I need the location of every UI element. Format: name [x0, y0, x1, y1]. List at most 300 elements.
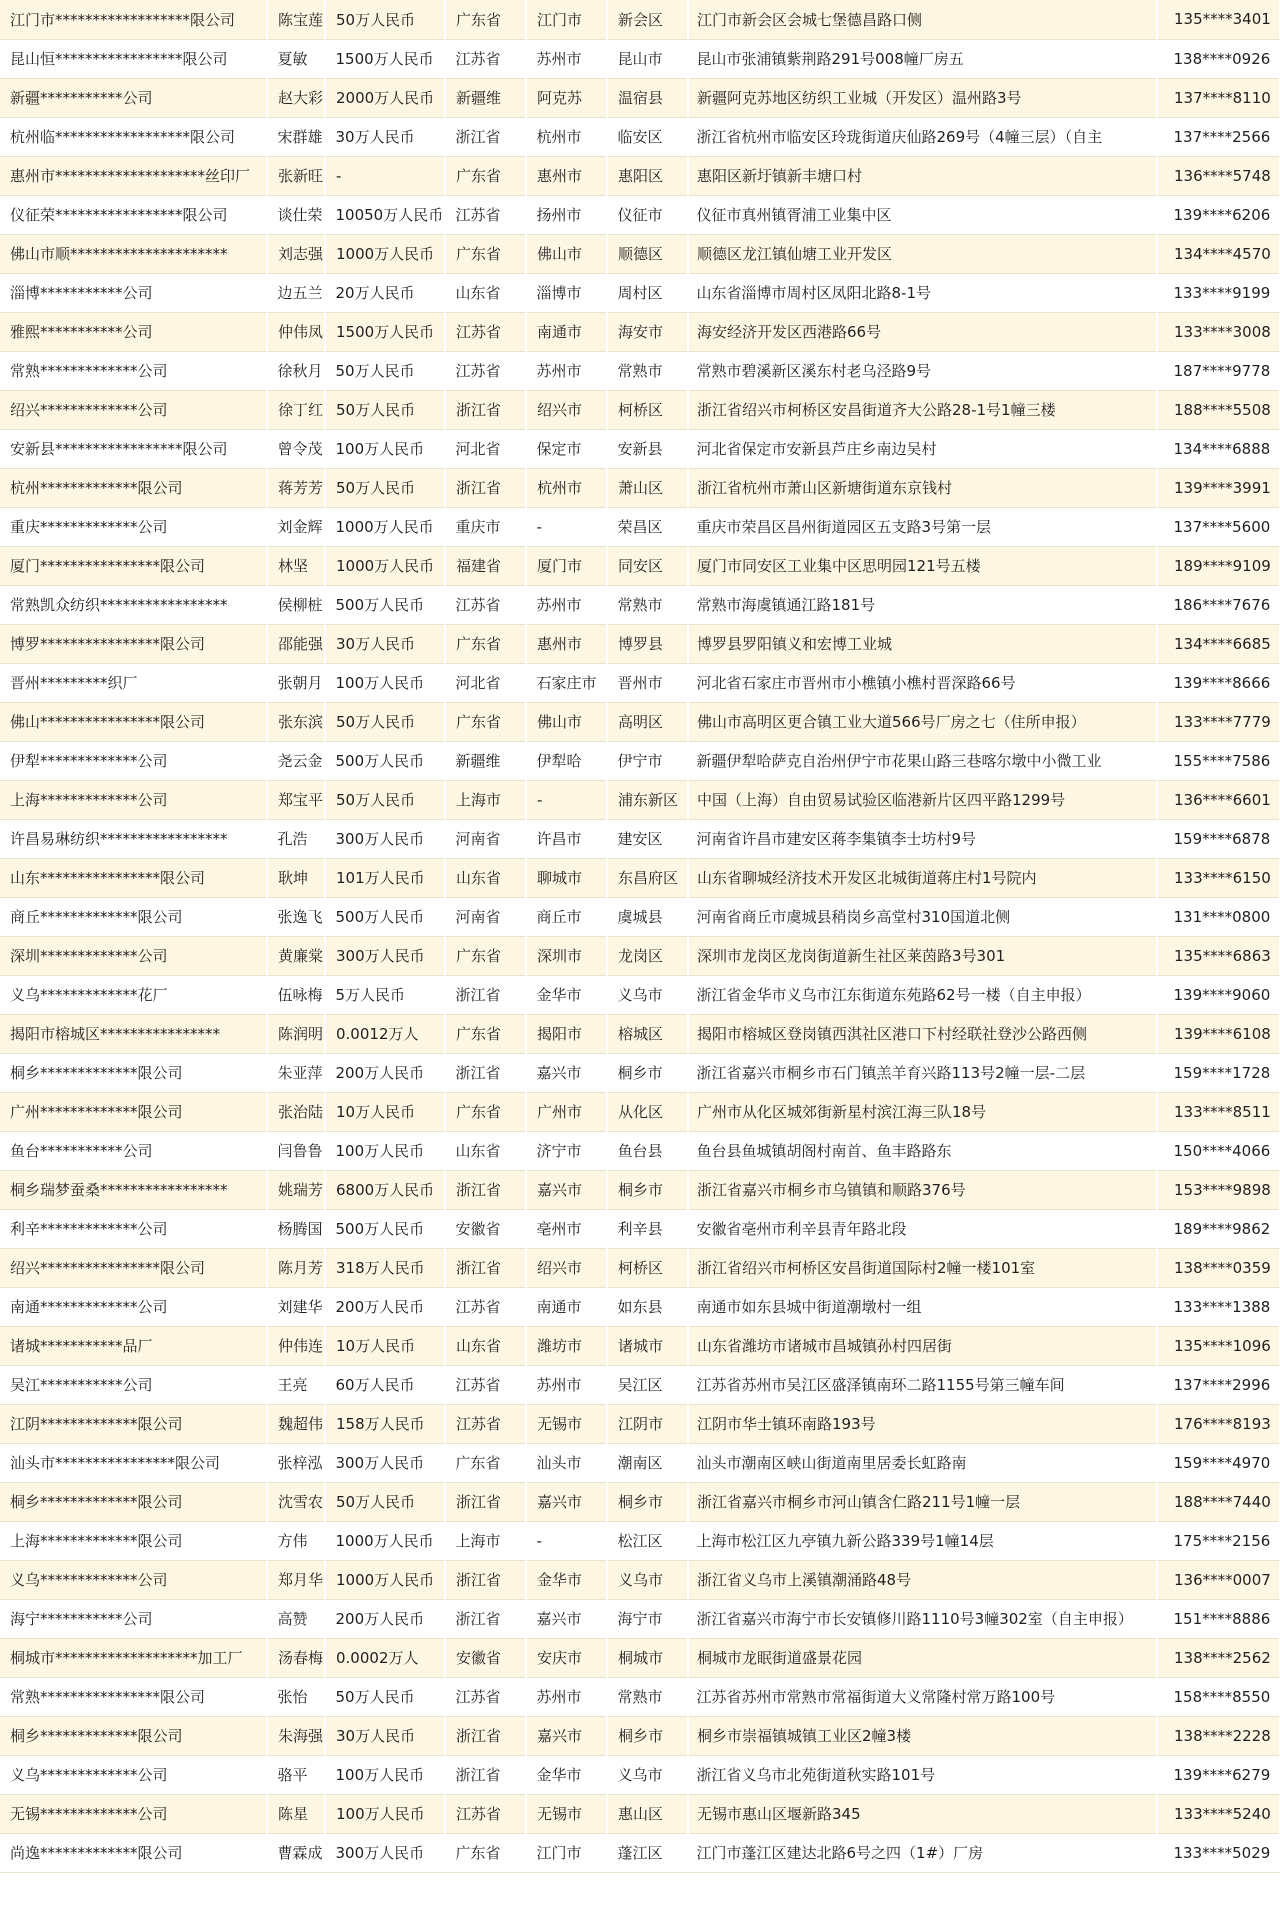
district-cell: 伊宁市	[607, 741, 688, 780]
registered-capital-cell: 500万人民币	[325, 585, 445, 624]
registered-capital-cell: 500万人民币	[325, 897, 445, 936]
city-cell: -	[526, 780, 607, 819]
company-name-cell: 诸城***********品厂	[0, 1326, 267, 1365]
phone-cell: 131****0800	[1157, 897, 1280, 936]
phone-cell: 151****8886	[1157, 1599, 1280, 1638]
address-cell: 重庆市荣昌区昌州街道园区五支路3号第一层	[688, 507, 1157, 546]
phone-cell: 139****3991	[1157, 468, 1280, 507]
city-cell: -	[526, 507, 607, 546]
phone-cell: 135****3401	[1157, 0, 1280, 39]
city-cell: 南通市	[526, 312, 607, 351]
province-cell: 安徽省	[445, 1638, 526, 1677]
registered-capital-cell: 500万人民币	[325, 741, 445, 780]
legal-rep-cell: 徐丁红	[267, 390, 325, 429]
address-cell: 浙江省义乌市上溪镇潮涌路48号	[688, 1560, 1157, 1599]
table-row	[0, 663, 1280, 702]
registered-capital-cell: 300万人民币	[325, 1833, 445, 1872]
table-row	[0, 702, 1280, 741]
table-row	[0, 234, 1280, 273]
district-cell: 如东县	[607, 1287, 688, 1326]
phone-cell: 138****2228	[1157, 1716, 1280, 1755]
company-name-cell: 安新县*****************限公司	[0, 429, 267, 468]
table-row	[0, 0, 1280, 39]
table-row	[0, 1521, 1280, 1560]
registered-capital-cell: 300万人民币	[325, 936, 445, 975]
legal-rep-cell: 蒋芳芳	[267, 468, 325, 507]
city-cell: 金华市	[526, 1755, 607, 1794]
registered-capital-cell: 60万人民币	[325, 1365, 445, 1404]
legal-rep-cell: 林坚	[267, 546, 325, 585]
company-name-cell: 桐乡*************限公司	[0, 1053, 267, 1092]
legal-rep-cell: 张怡	[267, 1677, 325, 1716]
address-cell: 河南省商丘市虞城县稍岗乡高堂村310国道北侧	[688, 897, 1157, 936]
table-row	[0, 1755, 1280, 1794]
phone-cell: 138****0926	[1157, 39, 1280, 78]
address-cell: 浙江省嘉兴市桐乡市乌镇镇和顺路376号	[688, 1170, 1157, 1209]
address-cell: 桐城市龙眠街道盛景花园	[688, 1638, 1157, 1677]
company-name-cell: 义乌*************公司	[0, 1755, 267, 1794]
legal-rep-cell: 姚瑞芳	[267, 1170, 325, 1209]
phone-cell: 138****2562	[1157, 1638, 1280, 1677]
phone-cell: 136****0007	[1157, 1560, 1280, 1599]
address-cell: 桐乡市崇福镇城镇工业区2幢3楼	[688, 1716, 1157, 1755]
address-cell: 无锡市惠山区堰新路345	[688, 1794, 1157, 1833]
phone-cell: 159****4970	[1157, 1443, 1280, 1482]
legal-rep-cell: 曾令茂	[267, 429, 325, 468]
district-cell: 温宿县	[607, 78, 688, 117]
province-cell: 广东省	[445, 936, 526, 975]
table-row	[0, 351, 1280, 390]
legal-rep-cell: 徐秋月	[267, 351, 325, 390]
legal-rep-cell: 赵大彩	[267, 78, 325, 117]
registered-capital-cell: 50万人民币	[325, 1677, 445, 1716]
table-row	[0, 117, 1280, 156]
phone-cell: 159****1728	[1157, 1053, 1280, 1092]
phone-cell: 159****6878	[1157, 819, 1280, 858]
registered-capital-cell: 100万人民币	[325, 1755, 445, 1794]
table-row	[0, 195, 1280, 234]
district-cell: 义乌市	[607, 1755, 688, 1794]
company-name-cell: 惠州市********************丝印厂	[0, 156, 267, 195]
district-cell: 桐乡市	[607, 1716, 688, 1755]
province-cell: 山东省	[445, 1326, 526, 1365]
phone-cell: 158****8550	[1157, 1677, 1280, 1716]
province-cell: 广东省	[445, 1833, 526, 1872]
company-name-cell: 佛山市顺*********************	[0, 234, 267, 273]
legal-rep-cell: 骆平	[267, 1755, 325, 1794]
address-cell: 南通市如东县城中街道潮墩村一组	[688, 1287, 1157, 1326]
address-cell: 江阴市华士镇环南路193号	[688, 1404, 1157, 1443]
legal-rep-cell: 耿坤	[267, 858, 325, 897]
address-cell: 顺德区龙江镇仙塘工业开发区	[688, 234, 1157, 273]
table-row	[0, 858, 1280, 897]
company-name-cell: 许昌易琳纺织*****************	[0, 819, 267, 858]
phone-cell: 155****7586	[1157, 741, 1280, 780]
city-cell: 江门市	[526, 0, 607, 39]
address-cell: 揭阳市榕城区登岗镇西淇社区港口下村经联社登沙公路西侧	[688, 1014, 1157, 1053]
legal-rep-cell: 朱海强	[267, 1716, 325, 1755]
phone-cell: 139****9060	[1157, 975, 1280, 1014]
province-cell: 浙江省	[445, 975, 526, 1014]
city-cell: 阿克苏	[526, 78, 607, 117]
legal-rep-cell: 曹霖成	[267, 1833, 325, 1872]
phone-cell: 133****9199	[1157, 273, 1280, 312]
city-cell: 汕头市	[526, 1443, 607, 1482]
province-cell: 重庆市	[445, 507, 526, 546]
district-cell: 利辛县	[607, 1209, 688, 1248]
address-cell: 河北省石家庄市晋州市小樵镇小樵村晋深路66号	[688, 663, 1157, 702]
company-name-cell: 桐乡瑞梦蚕桑*****************	[0, 1170, 267, 1209]
province-cell: 上海市	[445, 780, 526, 819]
legal-rep-cell: 杨腾国	[267, 1209, 325, 1248]
table-row	[0, 1209, 1280, 1248]
company-name-cell: 山东****************限公司	[0, 858, 267, 897]
district-cell: 同安区	[607, 546, 688, 585]
company-name-cell: 佛山****************限公司	[0, 702, 267, 741]
province-cell: 江苏省	[445, 351, 526, 390]
company-name-cell: 杭州临******************限公司	[0, 117, 267, 156]
registered-capital-cell: 30万人民币	[325, 117, 445, 156]
table-row	[0, 1014, 1280, 1053]
table-row	[0, 468, 1280, 507]
province-cell: 江苏省	[445, 1677, 526, 1716]
company-name-cell: 汕头市****************限公司	[0, 1443, 267, 1482]
phone-cell: 139****6279	[1157, 1755, 1280, 1794]
phone-cell: 137****5600	[1157, 507, 1280, 546]
company-name-cell: 江门市******************限公司	[0, 0, 267, 39]
legal-rep-cell: 张梓泓	[267, 1443, 325, 1482]
table-row	[0, 273, 1280, 312]
company-name-cell: 常熟*************公司	[0, 351, 267, 390]
legal-rep-cell: 张东滨	[267, 702, 325, 741]
table-row	[0, 1053, 1280, 1092]
city-cell: 惠州市	[526, 624, 607, 663]
registered-capital-cell: 30万人民币	[325, 1716, 445, 1755]
district-cell: 高明区	[607, 702, 688, 741]
legal-rep-cell: 陈星	[267, 1794, 325, 1833]
legal-rep-cell: 王亮	[267, 1365, 325, 1404]
table-row	[0, 390, 1280, 429]
address-cell: 常熟市碧溪新区溪东村老乌泾路9号	[688, 351, 1157, 390]
table-row	[0, 819, 1280, 858]
address-cell: 广州市从化区城郊街新星村滨江海三队18号	[688, 1092, 1157, 1131]
phone-cell: 134****6888	[1157, 429, 1280, 468]
company-name-cell: 新疆***********公司	[0, 78, 267, 117]
registered-capital-cell: 1000万人民币	[325, 1560, 445, 1599]
company-name-cell: 尚逸*************限公司	[0, 1833, 267, 1872]
table-row	[0, 1716, 1280, 1755]
table-row	[0, 624, 1280, 663]
registered-capital-cell: 50万人民币	[325, 780, 445, 819]
address-cell: 新疆阿克苏地区纺织工业城（开发区）温州路3号	[688, 78, 1157, 117]
district-cell: 常熟市	[607, 351, 688, 390]
city-cell: 佛山市	[526, 702, 607, 741]
district-cell: 东昌府区	[607, 858, 688, 897]
registered-capital-cell: 1000万人民币	[325, 1521, 445, 1560]
address-cell: 江门市新会区会城七堡德昌路口侧	[688, 0, 1157, 39]
city-cell: 广州市	[526, 1092, 607, 1131]
registered-capital-cell: 6800万人民币	[325, 1170, 445, 1209]
address-cell: 浙江省嘉兴市桐乡市河山镇含仁路211号1幢一层	[688, 1482, 1157, 1521]
table-row	[0, 975, 1280, 1014]
company-name-cell: 淄博***********公司	[0, 273, 267, 312]
legal-rep-cell: 刘金辉	[267, 507, 325, 546]
province-cell: 浙江省	[445, 1248, 526, 1287]
table-row	[0, 1131, 1280, 1170]
table-row	[0, 546, 1280, 585]
registered-capital-cell: 10万人民币	[325, 1326, 445, 1365]
district-cell: 桐乡市	[607, 1482, 688, 1521]
registered-capital-cell: 20万人民币	[325, 273, 445, 312]
registered-capital-cell: 2000万人民币	[325, 78, 445, 117]
legal-rep-cell: 沈雪农	[267, 1482, 325, 1521]
table-row	[0, 1794, 1280, 1833]
district-cell: 临安区	[607, 117, 688, 156]
phone-cell: 134****4570	[1157, 234, 1280, 273]
city-cell: 无锡市	[526, 1794, 607, 1833]
phone-cell: 136****6601	[1157, 780, 1280, 819]
address-cell: 仪征市真州镇胥浦工业集中区	[688, 195, 1157, 234]
company-name-cell: 广州*************限公司	[0, 1092, 267, 1131]
city-cell: 商丘市	[526, 897, 607, 936]
district-cell: 江阴市	[607, 1404, 688, 1443]
district-cell: 昆山市	[607, 39, 688, 78]
district-cell: 柯桥区	[607, 1248, 688, 1287]
province-cell: 山东省	[445, 273, 526, 312]
province-cell: 江苏省	[445, 1287, 526, 1326]
address-cell: 浙江省绍兴市柯桥区安昌街道国际村2幢一楼101室	[688, 1248, 1157, 1287]
city-cell: 无锡市	[526, 1404, 607, 1443]
city-cell: 安庆市	[526, 1638, 607, 1677]
registered-capital-cell: 1000万人民币	[325, 234, 445, 273]
address-cell: 鱼台县鱼城镇胡阁村南首、鱼丰路路东	[688, 1131, 1157, 1170]
province-cell: 河南省	[445, 897, 526, 936]
city-cell: 亳州市	[526, 1209, 607, 1248]
phone-cell: 176****8193	[1157, 1404, 1280, 1443]
address-cell: 昆山市张浦镇紫荆路291号008幢厂房五	[688, 39, 1157, 78]
legal-rep-cell: 刘建华	[267, 1287, 325, 1326]
province-cell: 江苏省	[445, 1794, 526, 1833]
legal-rep-cell: 张新旺	[267, 156, 325, 195]
city-cell: 嘉兴市	[526, 1170, 607, 1209]
phone-cell: 134****6685	[1157, 624, 1280, 663]
table-row	[0, 78, 1280, 117]
city-cell: 苏州市	[526, 351, 607, 390]
table-row	[0, 780, 1280, 819]
district-cell: 常熟市	[607, 585, 688, 624]
province-cell: 浙江省	[445, 468, 526, 507]
table-row	[0, 1677, 1280, 1716]
district-cell: 吴江区	[607, 1365, 688, 1404]
district-cell: 义乌市	[607, 975, 688, 1014]
legal-rep-cell: 夏敏	[267, 39, 325, 78]
province-cell: 广东省	[445, 234, 526, 273]
legal-rep-cell: 陈润明	[267, 1014, 325, 1053]
registered-capital-cell: 100万人民币	[325, 429, 445, 468]
province-cell: 广东省	[445, 1092, 526, 1131]
city-cell: 嘉兴市	[526, 1053, 607, 1092]
city-cell: 石家庄市	[526, 663, 607, 702]
registered-capital-cell: 1500万人民币	[325, 39, 445, 78]
registered-capital-cell: 100万人民币	[325, 663, 445, 702]
address-cell: 中国（上海）自由贸易试验区临港新片区四平路1299号	[688, 780, 1157, 819]
registered-capital-cell: 10万人民币	[325, 1092, 445, 1131]
city-cell: 嘉兴市	[526, 1482, 607, 1521]
legal-rep-cell: 陈宝莲	[267, 0, 325, 39]
city-cell: 嘉兴市	[526, 1599, 607, 1638]
legal-rep-cell: 张朝月	[267, 663, 325, 702]
city-cell: 金华市	[526, 975, 607, 1014]
district-cell: 建安区	[607, 819, 688, 858]
legal-rep-cell: 边五兰	[267, 273, 325, 312]
registered-capital-cell: 1000万人民币	[325, 546, 445, 585]
district-cell: 惠阳区	[607, 156, 688, 195]
legal-rep-cell: 闫鲁鲁	[267, 1131, 325, 1170]
company-name-cell: 揭阳市榕城区****************	[0, 1014, 267, 1053]
legal-rep-cell: 汤春梅	[267, 1638, 325, 1677]
company-name-cell: 绍兴****************限公司	[0, 1248, 267, 1287]
registered-capital-cell: 10050万人民币	[325, 195, 445, 234]
company-name-cell: 吴江***********公司	[0, 1365, 267, 1404]
legal-rep-cell: 宋群雄	[267, 117, 325, 156]
district-cell: 海安市	[607, 312, 688, 351]
registered-capital-cell: 50万人民币	[325, 390, 445, 429]
registered-capital-cell: 5万人民币	[325, 975, 445, 1014]
table-row	[0, 1560, 1280, 1599]
phone-cell: 187****9778	[1157, 351, 1280, 390]
company-name-cell: 伊犁*************公司	[0, 741, 267, 780]
phone-cell: 150****4066	[1157, 1131, 1280, 1170]
phone-cell: 189****9862	[1157, 1209, 1280, 1248]
company-name-cell: 晋州*********织厂	[0, 663, 267, 702]
district-cell: 潮南区	[607, 1443, 688, 1482]
city-cell: 揭阳市	[526, 1014, 607, 1053]
company-name-cell: 绍兴*************公司	[0, 390, 267, 429]
city-cell: 佛山市	[526, 234, 607, 273]
province-cell: 江苏省	[445, 1404, 526, 1443]
district-cell: 桐乡市	[607, 1053, 688, 1092]
phone-cell: 133****5029	[1157, 1833, 1280, 1872]
province-cell: 广东省	[445, 0, 526, 39]
city-cell: 南通市	[526, 1287, 607, 1326]
company-name-cell: 义乌*************花厂	[0, 975, 267, 1014]
registered-capital-cell: 50万人民币	[325, 702, 445, 741]
district-cell: 仪征市	[607, 195, 688, 234]
table-row	[0, 585, 1280, 624]
province-cell: 安徽省	[445, 1209, 526, 1248]
registered-capital-cell: 50万人民币	[325, 1482, 445, 1521]
province-cell: 广东省	[445, 1014, 526, 1053]
phone-cell: 135****1096	[1157, 1326, 1280, 1365]
address-cell: 佛山市高明区更合镇工业大道566号厂房之七（住所申报）	[688, 702, 1157, 741]
district-cell: 惠山区	[607, 1794, 688, 1833]
phone-cell: 139****6108	[1157, 1014, 1280, 1053]
district-cell: 诸城市	[607, 1326, 688, 1365]
legal-rep-cell: 黄廉棠	[267, 936, 325, 975]
table-row	[0, 1287, 1280, 1326]
company-name-cell: 常熟****************限公司	[0, 1677, 267, 1716]
table-row	[0, 429, 1280, 468]
company-name-cell: 海宁***********公司	[0, 1599, 267, 1638]
company-name-cell: 常熟凯众纺织*****************	[0, 585, 267, 624]
company-name-cell: 上海*************公司	[0, 780, 267, 819]
company-name-cell: 昆山恒*****************限公司	[0, 39, 267, 78]
legal-rep-cell: 张逸飞	[267, 897, 325, 936]
address-cell: 浙江省绍兴市柯桥区安昌街道齐大公路28-1号1幢三楼	[688, 390, 1157, 429]
district-cell: 桐乡市	[607, 1170, 688, 1209]
registered-capital-cell: 300万人民币	[325, 819, 445, 858]
table-row	[0, 1248, 1280, 1287]
legal-rep-cell: 刘志强	[267, 234, 325, 273]
company-name-cell: 桐乡*************限公司	[0, 1482, 267, 1521]
phone-cell: 186****7676	[1157, 585, 1280, 624]
table-row	[0, 156, 1280, 195]
district-cell: 浦东新区	[607, 780, 688, 819]
legal-rep-cell: 朱亚萍	[267, 1053, 325, 1092]
phone-cell: 153****9898	[1157, 1170, 1280, 1209]
address-cell: 河北省保定市安新县芦庄乡南边吴村	[688, 429, 1157, 468]
city-cell: 苏州市	[526, 1677, 607, 1716]
company-name-cell: 义乌*************公司	[0, 1560, 267, 1599]
province-cell: 山东省	[445, 1131, 526, 1170]
city-cell: 淄博市	[526, 273, 607, 312]
registered-capital-cell: 0.0012万人	[325, 1014, 445, 1053]
phone-cell: 133****7779	[1157, 702, 1280, 741]
city-cell: 伊犁哈	[526, 741, 607, 780]
address-cell: 山东省淄博市周村区凤阳北路8-1号	[688, 273, 1157, 312]
phone-cell: 135****6863	[1157, 936, 1280, 975]
city-cell: 嘉兴市	[526, 1716, 607, 1755]
province-cell: 浙江省	[445, 390, 526, 429]
province-cell: 江苏省	[445, 585, 526, 624]
registered-capital-cell: 500万人民币	[325, 1209, 445, 1248]
phone-cell: 137****2566	[1157, 117, 1280, 156]
province-cell: 广东省	[445, 624, 526, 663]
district-cell: 博罗县	[607, 624, 688, 663]
registered-capital-cell: 200万人民币	[325, 1287, 445, 1326]
address-cell: 江苏省苏州市常熟市常福街道大义常隆村常万路100号	[688, 1677, 1157, 1716]
registered-capital-cell: 158万人民币	[325, 1404, 445, 1443]
company-name-cell: 杭州*************限公司	[0, 468, 267, 507]
address-cell: 浙江省金华市义乌市江东街道东苑路62号一楼（自主申报）	[688, 975, 1157, 1014]
district-cell: 柯桥区	[607, 390, 688, 429]
table-row	[0, 936, 1280, 975]
registered-capital-cell: 318万人民币	[325, 1248, 445, 1287]
registered-capital-cell: 1500万人民币	[325, 312, 445, 351]
province-cell: 山东省	[445, 858, 526, 897]
address-cell: 惠阳区新圩镇新丰塘口村	[688, 156, 1157, 195]
city-cell: 许昌市	[526, 819, 607, 858]
legal-rep-cell: 孔浩	[267, 819, 325, 858]
province-cell: 江苏省	[445, 312, 526, 351]
legal-rep-cell: 陈月芳	[267, 1248, 325, 1287]
legal-rep-cell: 郑宝平	[267, 780, 325, 819]
district-cell: 蓬江区	[607, 1833, 688, 1872]
district-cell: 萧山区	[607, 468, 688, 507]
table-row	[0, 1443, 1280, 1482]
district-cell: 松江区	[607, 1521, 688, 1560]
province-cell: 广东省	[445, 702, 526, 741]
address-cell: 安徽省亳州市利辛县青年路北段	[688, 1209, 1157, 1248]
phone-cell: 133****6150	[1157, 858, 1280, 897]
address-cell: 浙江省杭州市临安区玲珑街道庆仙路269号（4幢三层）（自主	[688, 117, 1157, 156]
city-cell: -	[526, 1521, 607, 1560]
province-cell: 福建省	[445, 546, 526, 585]
address-cell: 河南省许昌市建安区蒋李集镇李士坊村9号	[688, 819, 1157, 858]
district-cell: 鱼台县	[607, 1131, 688, 1170]
city-cell: 绍兴市	[526, 1248, 607, 1287]
table-row	[0, 1092, 1280, 1131]
